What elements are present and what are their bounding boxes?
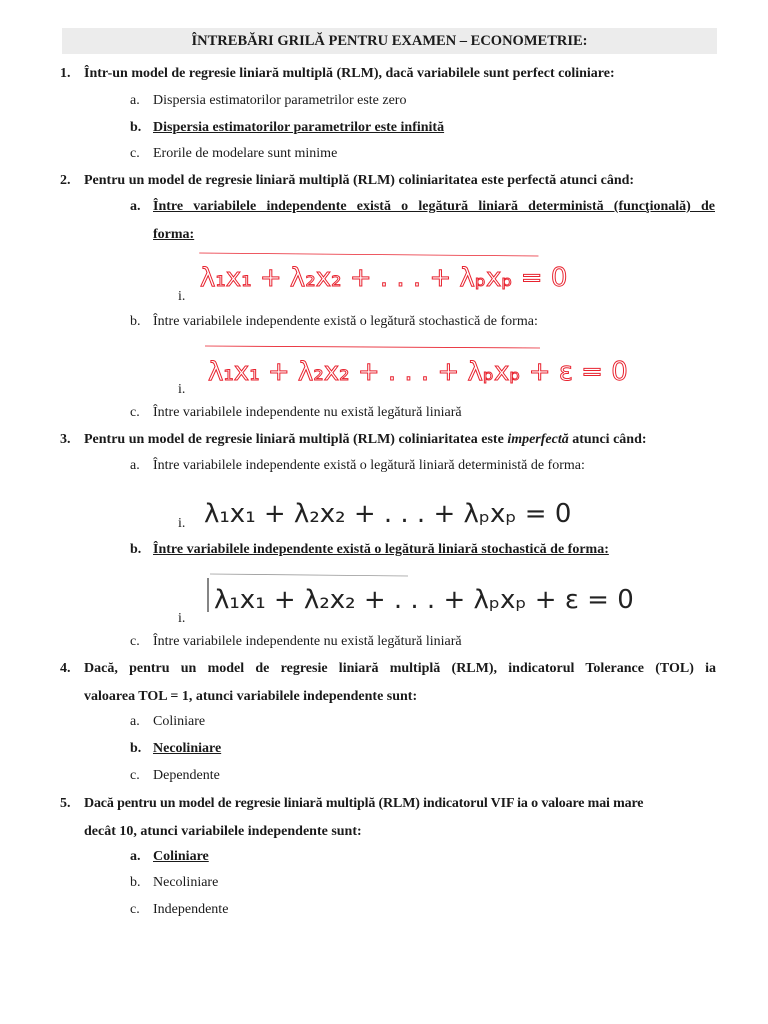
question-number: 5. [60, 796, 71, 811]
option-1a [130, 92, 406, 110]
option-3b-correct [130, 541, 609, 559]
question-text-after: atunci când: [568, 432, 647, 447]
option-2a-correct [130, 193, 715, 249]
sub-item-2b-i: i. [178, 382, 186, 397]
option-letter: c. [130, 405, 140, 420]
question-4 [60, 655, 716, 711]
option-text: Coliniare [153, 714, 206, 729]
document-title: ÎNTREBĂRI GRILĂ PENTRU EXAMEN – ECONOMETRIE: [62, 28, 717, 54]
question-number: 4. [60, 661, 71, 676]
question-5 [60, 790, 716, 846]
option-2c [130, 404, 462, 422]
question-number: 2. [60, 173, 71, 188]
option-letter: c. [130, 902, 140, 917]
equation-text: λ₁x₁ + λ₂x₂ + . . . + λₚxₚ = 0 [200, 263, 568, 293]
question-number: 3. [60, 432, 71, 447]
question-text: Într-un model de regresie liniară multiplă (RLM), dacă variabilele sunt perfect coliniare: [84, 66, 615, 81]
option-text: Între variabilele independente există o legătură liniară stochastică de forma: [153, 542, 609, 557]
handwritten-equation-3b [198, 570, 634, 620]
question-1 [60, 60, 716, 88]
option-text: Coliniare [153, 849, 209, 864]
option-1b-correct [130, 119, 444, 137]
option-text-line1: Între variabilele independente există o legătură liniară deterministă (funcţională) de [153, 199, 715, 214]
option-text: Dispersia estimatorilor parametrilor este zero [153, 93, 407, 108]
option-letter: a. [130, 93, 140, 108]
handwritten-equation-3a [200, 490, 572, 530]
handwritten-equation-2b [200, 342, 628, 392]
question-2 [60, 167, 716, 195]
sub-item-3b-i: i. [178, 611, 186, 626]
option-letter: c. [130, 146, 140, 161]
option-letter: b. [130, 875, 141, 890]
option-letter: c. [130, 634, 140, 649]
sub-item-3a-i: i. [178, 516, 186, 531]
equation-text: λ₁x₁ + λ₂x₂ + . . . + λₚxₚ + ε = 0 [214, 585, 634, 615]
option-letter: c. [130, 768, 140, 783]
option-4a [130, 713, 205, 731]
option-letter: a. [130, 714, 140, 729]
option-5c [130, 901, 228, 919]
option-text: Dependente [153, 768, 220, 783]
option-5b [130, 874, 218, 892]
option-text: Dispersia estimatorilor parametrilor este infinită [153, 120, 445, 135]
question-3 [60, 426, 716, 454]
option-letter: b. [130, 120, 142, 135]
option-4c [130, 767, 220, 785]
option-text: Necoliniare [153, 875, 219, 890]
option-1c [130, 145, 337, 163]
question-text-before: Pentru un model de regresie liniară multiplă (RLM) coliniaritatea este [84, 432, 508, 447]
option-text: Erorile de modelare sunt minime [153, 146, 338, 161]
option-2b [130, 313, 538, 331]
option-3c [130, 633, 462, 651]
option-text: Independente [153, 902, 229, 917]
question-text: Pentru un model de regresie liniară multiplă (RLM) coliniaritatea este perfectă atunci când: [84, 173, 635, 188]
option-text: Între variabilele independente există o legătură stochastică de forma: [153, 314, 538, 329]
option-letter: b. [130, 542, 142, 557]
option-text: Necoliniare [153, 741, 222, 756]
option-text: Între variabilele independente nu există legătură liniară [153, 634, 462, 649]
option-text: Între variabilele independente nu există legătură liniară [153, 405, 462, 420]
question-text-line1: Dacă, pentru un model de regresie liniară multiplă (RLM), indicatorul Tolerance (TOL) ia [84, 661, 716, 676]
option-4b-correct [130, 740, 221, 758]
equation-text: λ₁x₁ + λ₂x₂ + . . . + λₚxₚ = 0 [204, 499, 572, 529]
equation-text: λ₁x₁ + λ₂x₂ + . . . + λₚxₚ + ε = 0 [208, 357, 628, 387]
option-letter: b. [130, 314, 141, 329]
option-text-line2: forma: [153, 227, 195, 242]
option-5a-correct [130, 848, 209, 866]
question-number: 1. [60, 66, 71, 81]
question-text-line2: valoarea TOL = 1, atunci variabilele independente sunt: [84, 689, 418, 704]
question-text-line1: Dacă pentru un model de regresie liniară multiplă (RLM) indicatorul VIF ia o valoare mai mare [84, 796, 644, 811]
option-letter: a. [130, 199, 141, 214]
handwritten-equation-2a [190, 250, 568, 300]
option-letter: a. [130, 849, 141, 864]
option-text: Între variabilele independente există o legătură liniară deterministă de forma: [153, 458, 585, 473]
option-letter: a. [130, 458, 140, 473]
sub-item-2a-i: i. [178, 289, 186, 304]
option-letter: b. [130, 741, 142, 756]
option-3a [130, 457, 585, 475]
question-text-italic: imperfectă [507, 432, 569, 447]
question-text-line2: decât 10, atunci variabilele independente sunt: [84, 824, 362, 839]
